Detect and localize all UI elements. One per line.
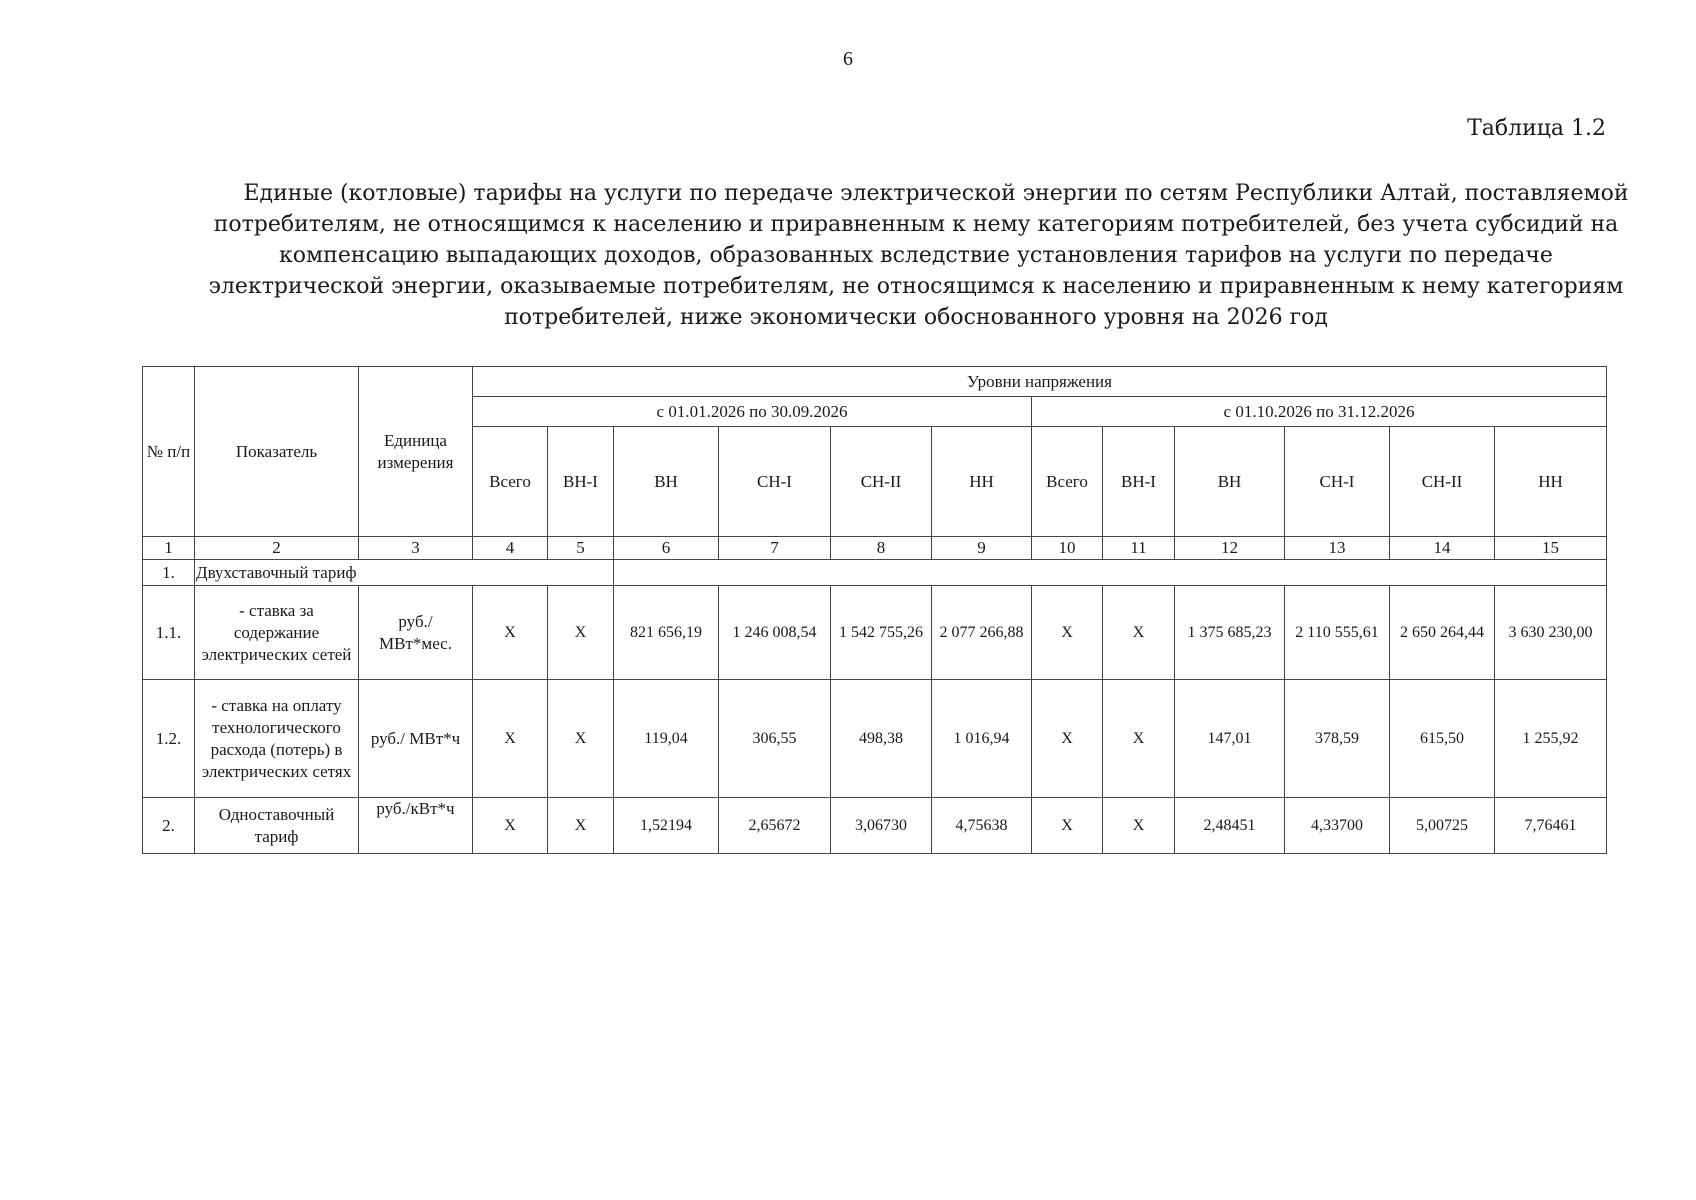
row-num: 2.	[143, 798, 195, 854]
header-num: № п/п	[143, 367, 195, 537]
row-value: 147,01	[1175, 680, 1285, 798]
table-row	[143, 586, 1607, 680]
table-row	[143, 798, 1607, 854]
header-level: НН	[932, 427, 1032, 537]
row-value: 1 016,94	[932, 680, 1032, 798]
row-value: 2 077 266,88	[932, 586, 1032, 680]
tariff-table	[142, 366, 1607, 854]
row-value: 378,59	[1285, 680, 1390, 798]
column-number: 10	[1032, 537, 1103, 560]
row-value: X	[548, 586, 614, 680]
section-row	[143, 560, 1607, 586]
column-number: 1	[143, 537, 195, 560]
row-value: 1 246 008,54	[719, 586, 831, 680]
header-level: Всего	[473, 427, 548, 537]
column-number: 9	[932, 537, 1032, 560]
row-indicator: Одноставочный тариф	[195, 798, 359, 854]
row-value: X	[1032, 586, 1103, 680]
column-number: 3	[359, 537, 473, 560]
column-number: 2	[195, 537, 359, 560]
row-value: 1,52194	[614, 798, 719, 854]
column-number: 15	[1495, 537, 1607, 560]
row-value: X	[473, 680, 548, 798]
header-level: ВН-I	[548, 427, 614, 537]
row-value: 306,55	[719, 680, 831, 798]
table-label: Таблица 1.2	[1467, 116, 1606, 141]
column-number: 7	[719, 537, 831, 560]
row-value: 1 375 685,23	[1175, 586, 1285, 680]
header-level: СН-I	[719, 427, 831, 537]
row-value: 4,33700	[1285, 798, 1390, 854]
title-line: электрической энергии, оказываемые потребителям, не относящимся к населению и приравненным к нему категориям	[208, 274, 1624, 299]
row-value: X	[1103, 798, 1175, 854]
row-value: 2,65672	[719, 798, 831, 854]
row-unit: руб./ МВт*мес.	[359, 586, 473, 680]
column-number: 13	[1285, 537, 1390, 560]
column-number: 6	[614, 537, 719, 560]
header-level: СН-II	[831, 427, 932, 537]
header-period-2: с 01.10.2026 по 31.12.2026	[1032, 397, 1607, 427]
column-numbers-row	[143, 537, 1607, 560]
header-level: СН-I	[1285, 427, 1390, 537]
header-level: СН-II	[1390, 427, 1495, 537]
column-number: 8	[831, 537, 932, 560]
header-voltage-levels: Уровни напряжения	[473, 367, 1607, 397]
header-period-1: с 01.01.2026 по 30.09.2026	[473, 397, 1032, 427]
header-indicator: Показатель	[195, 367, 359, 537]
title-line: компенсацию выпадающих доходов, образованных вследствие установления тарифов на услуги по передаче	[279, 243, 1553, 268]
column-number: 12	[1175, 537, 1285, 560]
title-line: Единые (котловые) тарифы на услуги по передаче электрической энергии по сетям Республики Алтай, поставляемой	[243, 181, 1629, 206]
row-unit: руб./кВт*ч	[359, 798, 473, 854]
row-num: 1.2.	[143, 680, 195, 798]
row-value: 3,06730	[831, 798, 932, 854]
row-num: 1.1.	[143, 586, 195, 680]
page-number: 6	[843, 48, 853, 70]
header-level: Всего	[1032, 427, 1103, 537]
row-value: X	[473, 798, 548, 854]
row-value: X	[548, 680, 614, 798]
row-indicator: - ставка за содержание электрических сетей	[195, 586, 359, 680]
header-level: НН	[1495, 427, 1607, 537]
section-num: 1.	[143, 560, 195, 586]
row-value: 119,04	[614, 680, 719, 798]
header-level: ВН-I	[1103, 427, 1175, 537]
header-unit: Единица измерения	[359, 367, 473, 537]
table-row	[143, 680, 1607, 798]
row-value: X	[1103, 586, 1175, 680]
row-value: 4,75638	[932, 798, 1032, 854]
row-value: X	[1032, 798, 1103, 854]
column-number: 11	[1103, 537, 1175, 560]
row-value: 2 110 555,61	[1285, 586, 1390, 680]
row-indicator: - ставка на оплату технологического расхода (потерь) в электрических сетях	[195, 680, 359, 798]
row-value: 2,48451	[1175, 798, 1285, 854]
header-level: ВН	[1175, 427, 1285, 537]
section-label: Двухставочный тариф	[195, 560, 614, 586]
title-line: потребителям, не относящимся к населению и приравненным к нему категориям потребителей, без учета субсидий на	[213, 212, 1619, 237]
row-value: 615,50	[1390, 680, 1495, 798]
document-title	[196, 178, 1636, 333]
row-value: X	[548, 798, 614, 854]
row-unit: руб./ МВт*ч	[359, 680, 473, 798]
row-value: X	[473, 586, 548, 680]
section-empty	[614, 560, 1607, 586]
row-value: 5,00725	[1390, 798, 1495, 854]
row-value: 1 255,92	[1495, 680, 1607, 798]
row-value: X	[1103, 680, 1175, 798]
row-value: 7,76461	[1495, 798, 1607, 854]
row-value: 498,38	[831, 680, 932, 798]
row-value: 3 630 230,00	[1495, 586, 1607, 680]
row-value: 821 656,19	[614, 586, 719, 680]
row-value: X	[1032, 680, 1103, 798]
row-value: 1 542 755,26	[831, 586, 932, 680]
column-number: 14	[1390, 537, 1495, 560]
title-line: потребителей, ниже экономически обоснованного уровня на 2026 год	[504, 305, 1328, 330]
column-number: 4	[473, 537, 548, 560]
row-value: 2 650 264,44	[1390, 586, 1495, 680]
column-number: 5	[548, 537, 614, 560]
header-level: ВН	[614, 427, 719, 537]
